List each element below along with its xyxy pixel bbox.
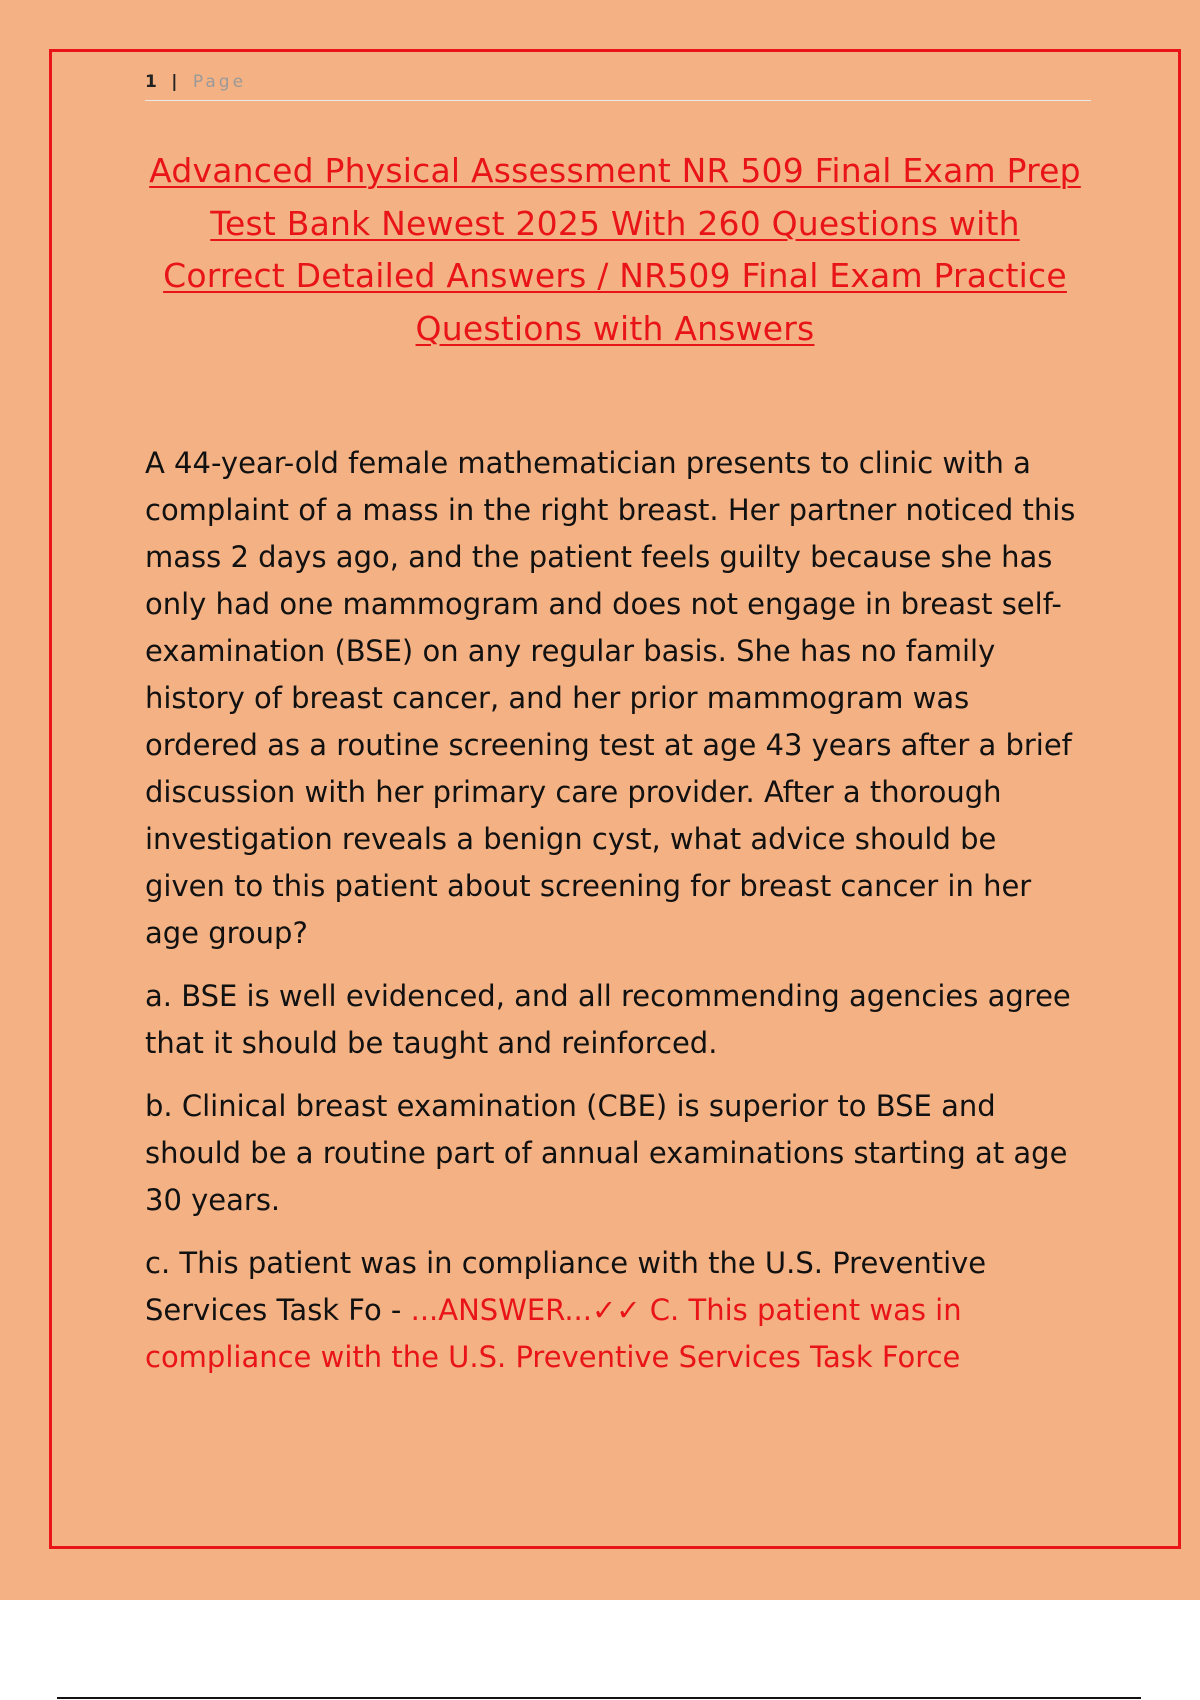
option-c (145, 1240, 1085, 1381)
document-title: Advanced Physical Assessment NR 509 Final Exam Prep Test Bank Newest 2025 With 260 Questions with Correct Detailed Answers / NR509 Final Exam Practice Questions with Answers (149, 151, 1081, 348)
page-label: Page (192, 72, 247, 92)
option-c-text: c. This patient was in compliance with the U.S. Preventive Services Task Fo - (145, 1246, 987, 1327)
question-block (145, 440, 1085, 1397)
page-header (145, 72, 1091, 101)
page-number: 1 (145, 72, 159, 92)
question-stem: A 44-year-old female mathematician presents to clinic with a complaint of a mass in the right breast. Her partner noticed this mass 2 days ago, and the patient feels guilty because she has only had one mammogram and does not engage in breast self-examination (BSE) on any regular basis. She has no family history of breast cancer, and her prior mammogram was ordered as a routine screening test at age 43 years after a brief discussion with her primary care provider. After a thorough investigation reveals a benign cyst, what advice should be given to this patient about screening for breast cancer in her age group? (145, 446, 1076, 950)
answer-text: ...ANSWER...✓✓ C. This patient was in compliance with the U.S. Preventive Services Task Force (145, 1293, 962, 1374)
page-separator: | (171, 72, 181, 92)
option-a: a. BSE is well evidenced, and all recommending agencies agree that it should be taught and reinforced. (145, 979, 1071, 1060)
footer-rule (57, 1697, 1141, 1699)
option-b: b. Clinical breast examination (CBE) is superior to BSE and should be a routine part of annual examinations starting at age 30 years. (145, 1089, 1068, 1217)
